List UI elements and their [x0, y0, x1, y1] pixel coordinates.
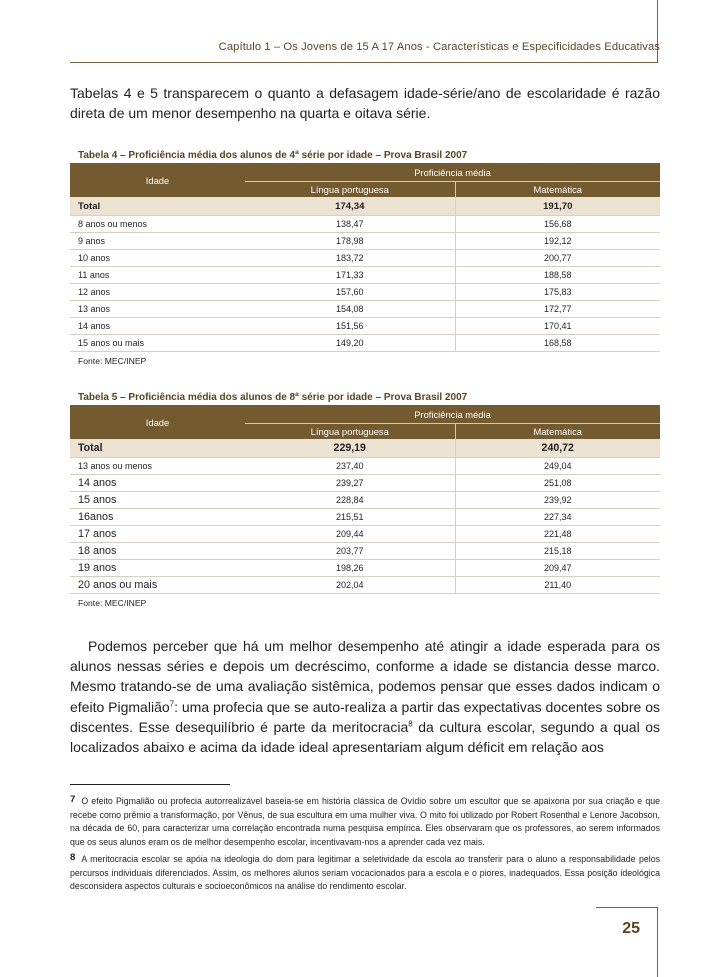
- mat-cell: 192,12: [455, 233, 660, 250]
- port-cell: 203,77: [245, 543, 455, 560]
- header-rule: [70, 62, 658, 63]
- mat-cell: 188,58: [455, 267, 660, 284]
- mat-cell: 221,48: [455, 526, 660, 543]
- age-cell: 20 anos ou mais: [70, 577, 245, 594]
- port-cell: 202,04: [245, 577, 455, 594]
- table-4-block: [70, 149, 660, 366]
- port-cell: 209,44: [245, 526, 455, 543]
- mat-cell: 170,41: [455, 318, 660, 335]
- port-cell: 171,33: [245, 267, 455, 284]
- age-cell: 10 anos: [70, 250, 245, 267]
- table-4-mat-header: Matemática: [455, 182, 660, 198]
- footnote-8-mark: 8: [70, 852, 76, 863]
- table-row: [70, 577, 660, 594]
- port-cell: 228,84: [245, 492, 455, 509]
- age-cell: 11 anos: [70, 267, 245, 284]
- port-cell: 183,72: [245, 250, 455, 267]
- table-5-block: [70, 391, 660, 608]
- mat-cell: 156,68: [455, 216, 660, 233]
- footnote-8: [70, 851, 660, 894]
- table-4-total-mat: 191,70: [455, 197, 660, 216]
- mat-cell: 209,47: [455, 560, 660, 577]
- intro-paragraph: Tabelas 4 e 5 transparecem o quanto a defasagem idade-série/ano de escolaridade é razão direta de um menor desempenho na quarta e oitava série.: [70, 85, 660, 121]
- mat-cell: 239,92: [455, 492, 660, 509]
- mat-cell: 249,04: [455, 458, 660, 475]
- table-5-total-port: 229,19: [245, 439, 455, 458]
- body-text-part-1: Podemos perceber que há um melhor desempenho até atingir a idade esperada para os alunos nessas séries e depois um decréscimo, conforme a idade se distancia desse marco. Mesmo tratando-se de uma avaliação sistêmica, podemos pensar que esses dados indicam o efeito Pigmalião: [70, 638, 660, 715]
- body-paragraph: [70, 636, 660, 757]
- port-cell: 215,51: [245, 509, 455, 526]
- table-5-total-mat: 240,72: [455, 439, 660, 458]
- table-row: [70, 301, 660, 318]
- port-cell: 151,56: [245, 318, 455, 335]
- footer-rule: [596, 907, 658, 908]
- table-5-source: Fonte: MEC/INEP: [78, 598, 147, 608]
- table-4: [70, 163, 660, 352]
- age-cell: 17 anos: [70, 526, 245, 543]
- table-row: [70, 216, 660, 233]
- port-cell: 237,40: [245, 458, 455, 475]
- running-head: Capítulo 1 – Os Jovens de 15 A 17 Anos - Características e Especificidades Educativas: [218, 41, 660, 53]
- age-cell: 13 anos: [70, 301, 245, 318]
- table-5-total-row: [70, 439, 660, 458]
- table-row: [70, 335, 660, 352]
- table-row: [70, 543, 660, 560]
- port-cell: 198,26: [245, 560, 455, 577]
- port-cell: 239,27: [245, 475, 455, 492]
- table-4-title: Tabela 4 – Proficiência média dos alunos de 4ª série por idade – Prova Brasil 2007: [78, 150, 468, 161]
- table-5: [70, 405, 660, 594]
- age-cell: 18 anos: [70, 543, 245, 560]
- table-5-total-label: Total: [70, 439, 245, 458]
- age-cell: 13 anos ou menos: [70, 458, 245, 475]
- mat-cell: 175,83: [455, 284, 660, 301]
- mat-cell: 168,58: [455, 335, 660, 352]
- table-4-age-header: Idade: [70, 163, 245, 197]
- port-cell: 178,98: [245, 233, 455, 250]
- mat-cell: 172,77: [455, 301, 660, 318]
- port-cell: 157,60: [245, 284, 455, 301]
- age-cell: 14 anos: [70, 475, 245, 492]
- age-cell: 16anos: [70, 509, 245, 526]
- age-cell: 15 anos: [70, 492, 245, 509]
- body-text-part-2: : uma profecia que se auto-realiza a partir das expectativas docentes sobre os discentes. Esse desequilíbrio é parte da meritocracia: [70, 698, 660, 735]
- table-row: [70, 250, 660, 267]
- mat-cell: 227,34: [455, 509, 660, 526]
- table-4-total-row: [70, 197, 660, 216]
- table-row: [70, 233, 660, 250]
- table-row: [70, 284, 660, 301]
- table-row: [70, 458, 660, 475]
- table-4-group-header: Proficiência média: [245, 163, 660, 182]
- age-cell: 19 anos: [70, 560, 245, 577]
- age-cell: 9 anos: [70, 233, 245, 250]
- age-cell: 8 anos ou menos: [70, 216, 245, 233]
- table-row: [70, 318, 660, 335]
- footnote-7-text: O efeito Pigmalião ou profecia autorrealizável baseia-se em história clássica de Ovídio sobre um escultor que se apaixona por sua criação e que recebe como prêmio a transformação, por Vênus, de sua escultura em uma mulher viva. O mito foi utilizado por Robert Rosenthal e Lenore Jacobson, na década de 60, para caracterizar uma correlação encontrada numa pesquisa empírica. Eles observaram que os professores, ao serem informados que os seus alunos eram os de melhor desempenho escolar, incentivavam-nos a aprender cada vez mais.: [70, 796, 660, 847]
- table-4-port-header: Língua portuguesa: [245, 182, 455, 198]
- bottom-frame-vertical-line: [657, 907, 658, 977]
- page-number: 25: [622, 920, 640, 937]
- table-5-mat-header: Matemática: [455, 424, 660, 440]
- port-cell: 138,47: [245, 216, 455, 233]
- age-cell: 14 anos: [70, 318, 245, 335]
- mat-cell: 215,18: [455, 543, 660, 560]
- table-5-group-header: Proficiência média: [245, 405, 660, 424]
- port-cell: 154,08: [245, 301, 455, 318]
- table-row: [70, 526, 660, 543]
- table-4-total-port: 174,34: [245, 197, 455, 216]
- age-cell: 15 anos ou mais: [70, 335, 245, 352]
- table-row: [70, 475, 660, 492]
- footnote-ref-7[interactable]: 7: [169, 698, 175, 708]
- footnote-8-text: A meritocracia escolar se apóia na ideologia do dom para legitimar a seletividade da escola ao transferir para o aluno a responsabilidade pelos percursos individuais diferenciados. Assim, os melhores alunos seriam vocacionados para a escola e o piores, inadequados. Essa posição ideológica desconsidera aspectos culturais e socioeconômicos na análise do rendimento escolar.: [70, 854, 660, 892]
- port-cell: 149,20: [245, 335, 455, 352]
- body-text-part-3: da cultura escolar, segundo a qual os localizados abaixo e acima da idade ideal apresentariam algum déficit em relação aos: [70, 718, 660, 756]
- footnote-7: [70, 793, 660, 849]
- table-row: [70, 560, 660, 577]
- table-4-total-label: Total: [70, 197, 245, 216]
- table-4-source: Fonte: MEC/INEP: [78, 356, 147, 366]
- mat-cell: 251,08: [455, 475, 660, 492]
- table-5-port-header: Língua portuguesa: [245, 424, 455, 440]
- table-5-age-header: Idade: [70, 405, 245, 439]
- table-5-title: Tabela 5 – Proficiência média dos alunos de 8ª série por idade – Prova Brasil 2007: [78, 392, 468, 403]
- table-row: [70, 492, 660, 509]
- table-row: [70, 267, 660, 284]
- footnote-rule: [70, 784, 230, 785]
- mat-cell: 200,77: [455, 250, 660, 267]
- footnote-7-mark: 7: [70, 794, 76, 805]
- footnote-ref-8[interactable]: 8: [408, 719, 413, 729]
- table-row: [70, 509, 660, 526]
- mat-cell: 211,40: [455, 577, 660, 594]
- age-cell: 12 anos: [70, 284, 245, 301]
